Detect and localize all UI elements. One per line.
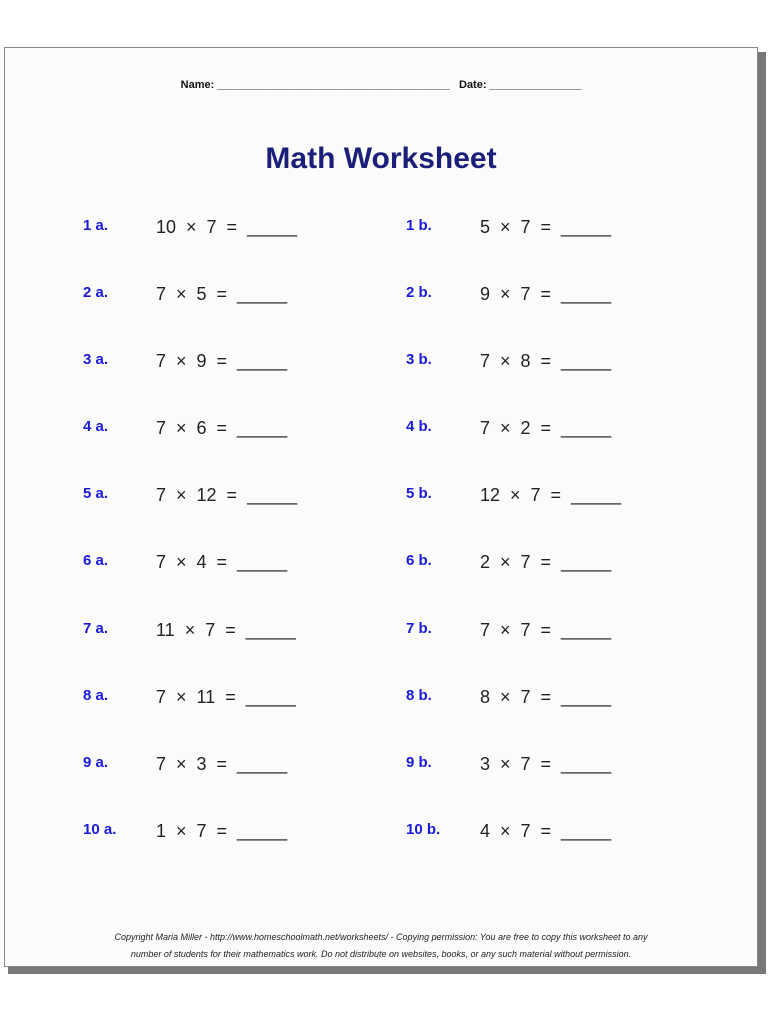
problem-expression: 7 × 8 = _____: [480, 351, 612, 371]
problem-8a: [83, 687, 296, 711]
date-label: Date:: [459, 79, 487, 91]
problem-label: 8 b.: [406, 687, 432, 704]
problem-9b: [406, 754, 612, 778]
problem-4a: [83, 418, 288, 442]
problem-expression: 7 × 3 = _____: [156, 754, 288, 774]
problem-label: 10 a.: [83, 821, 117, 838]
worksheet-page: [4, 47, 758, 967]
problem-label: 1 a.: [83, 217, 109, 234]
problem-10a: [83, 821, 288, 845]
problem-label: 10 b.: [406, 821, 441, 838]
problem-expression: 7 × 4 = _____: [156, 552, 288, 572]
problem-6a: [83, 552, 288, 576]
problem-expression: 7 × 9 = _____: [156, 351, 288, 371]
problem-expression: 3 × 7 = _____: [480, 754, 612, 774]
problem-expression: 5 × 7 = _____: [480, 217, 612, 237]
problem-3b: [406, 351, 612, 375]
problem-10b: [406, 821, 612, 845]
problem-3a: [83, 351, 288, 375]
copyright-line-1: Copyright Maria Miller - http://www.homeschoolmath.net/worksheets/ - Copying permission: You are free to copy this worksheet to any: [114, 932, 648, 942]
problem-expression: 9 × 7 = _____: [480, 284, 612, 304]
problem-expression: 7 × 11 = _____: [156, 687, 296, 707]
problem-8b: [406, 687, 612, 711]
problem-expression: 10 × 7 = _____: [156, 217, 298, 237]
problem-2a: [83, 284, 288, 308]
problem-label: 8 a.: [83, 687, 109, 704]
problem-label: 9 b.: [406, 754, 432, 771]
page-title: Math Worksheet: [265, 142, 497, 175]
problem-expression: 4 × 7 = _____: [480, 821, 612, 841]
problem-expression: 7 × 12 = _____: [156, 485, 298, 505]
date-blank: _______________: [489, 79, 582, 91]
copyright-line-2: number of students for their mathematics work. Do not distribute on websites, books, or any such material without permission.: [130, 949, 632, 959]
name-date-line: [5, 79, 757, 91]
problem-9a: [83, 754, 288, 778]
problem-5a: [83, 485, 298, 509]
problem-label: 4 a.: [83, 418, 109, 435]
problem-7a: [83, 620, 296, 644]
problem-2b: [406, 284, 612, 308]
problem-1a: [83, 217, 298, 241]
problem-label: 9 a.: [83, 754, 109, 771]
name-blank: ______________________________________: [217, 79, 450, 91]
problem-label: 6 a.: [83, 552, 109, 569]
problem-label: 7 a.: [83, 620, 109, 637]
problem-label: 2 a.: [83, 284, 109, 301]
problem-label: 1 b.: [406, 217, 432, 234]
problem-7b: [406, 620, 612, 644]
problem-label: 7 b.: [406, 620, 432, 637]
problem-label: 4 b.: [406, 418, 432, 435]
problem-expression: 7 × 6 = _____: [156, 418, 288, 438]
problem-label: 3 a.: [83, 351, 109, 368]
problem-1b: [406, 217, 612, 241]
problem-expression: 7 × 7 = _____: [480, 620, 612, 640]
problem-expression: 1 × 7 = _____: [156, 821, 288, 841]
problem-expression: 8 × 7 = _____: [480, 687, 612, 707]
problem-expression: 7 × 5 = _____: [156, 284, 288, 304]
problem-expression: 7 × 2 = _____: [480, 418, 612, 438]
problem-expression: 12 × 7 = _____: [480, 485, 622, 505]
problem-expression: 11 × 7 = _____: [156, 620, 296, 640]
problem-label: 2 b.: [406, 284, 432, 301]
name-label: Name:: [180, 79, 215, 91]
problem-label: 6 b.: [406, 552, 432, 569]
problem-label: 3 b.: [406, 351, 432, 368]
problem-4b: [406, 418, 612, 442]
problem-label: 5 a.: [83, 485, 109, 502]
problem-label: 5 b.: [406, 485, 432, 502]
problem-expression: 2 × 7 = _____: [480, 552, 612, 572]
problem-6b: [406, 552, 612, 576]
problem-5b: [406, 485, 622, 509]
